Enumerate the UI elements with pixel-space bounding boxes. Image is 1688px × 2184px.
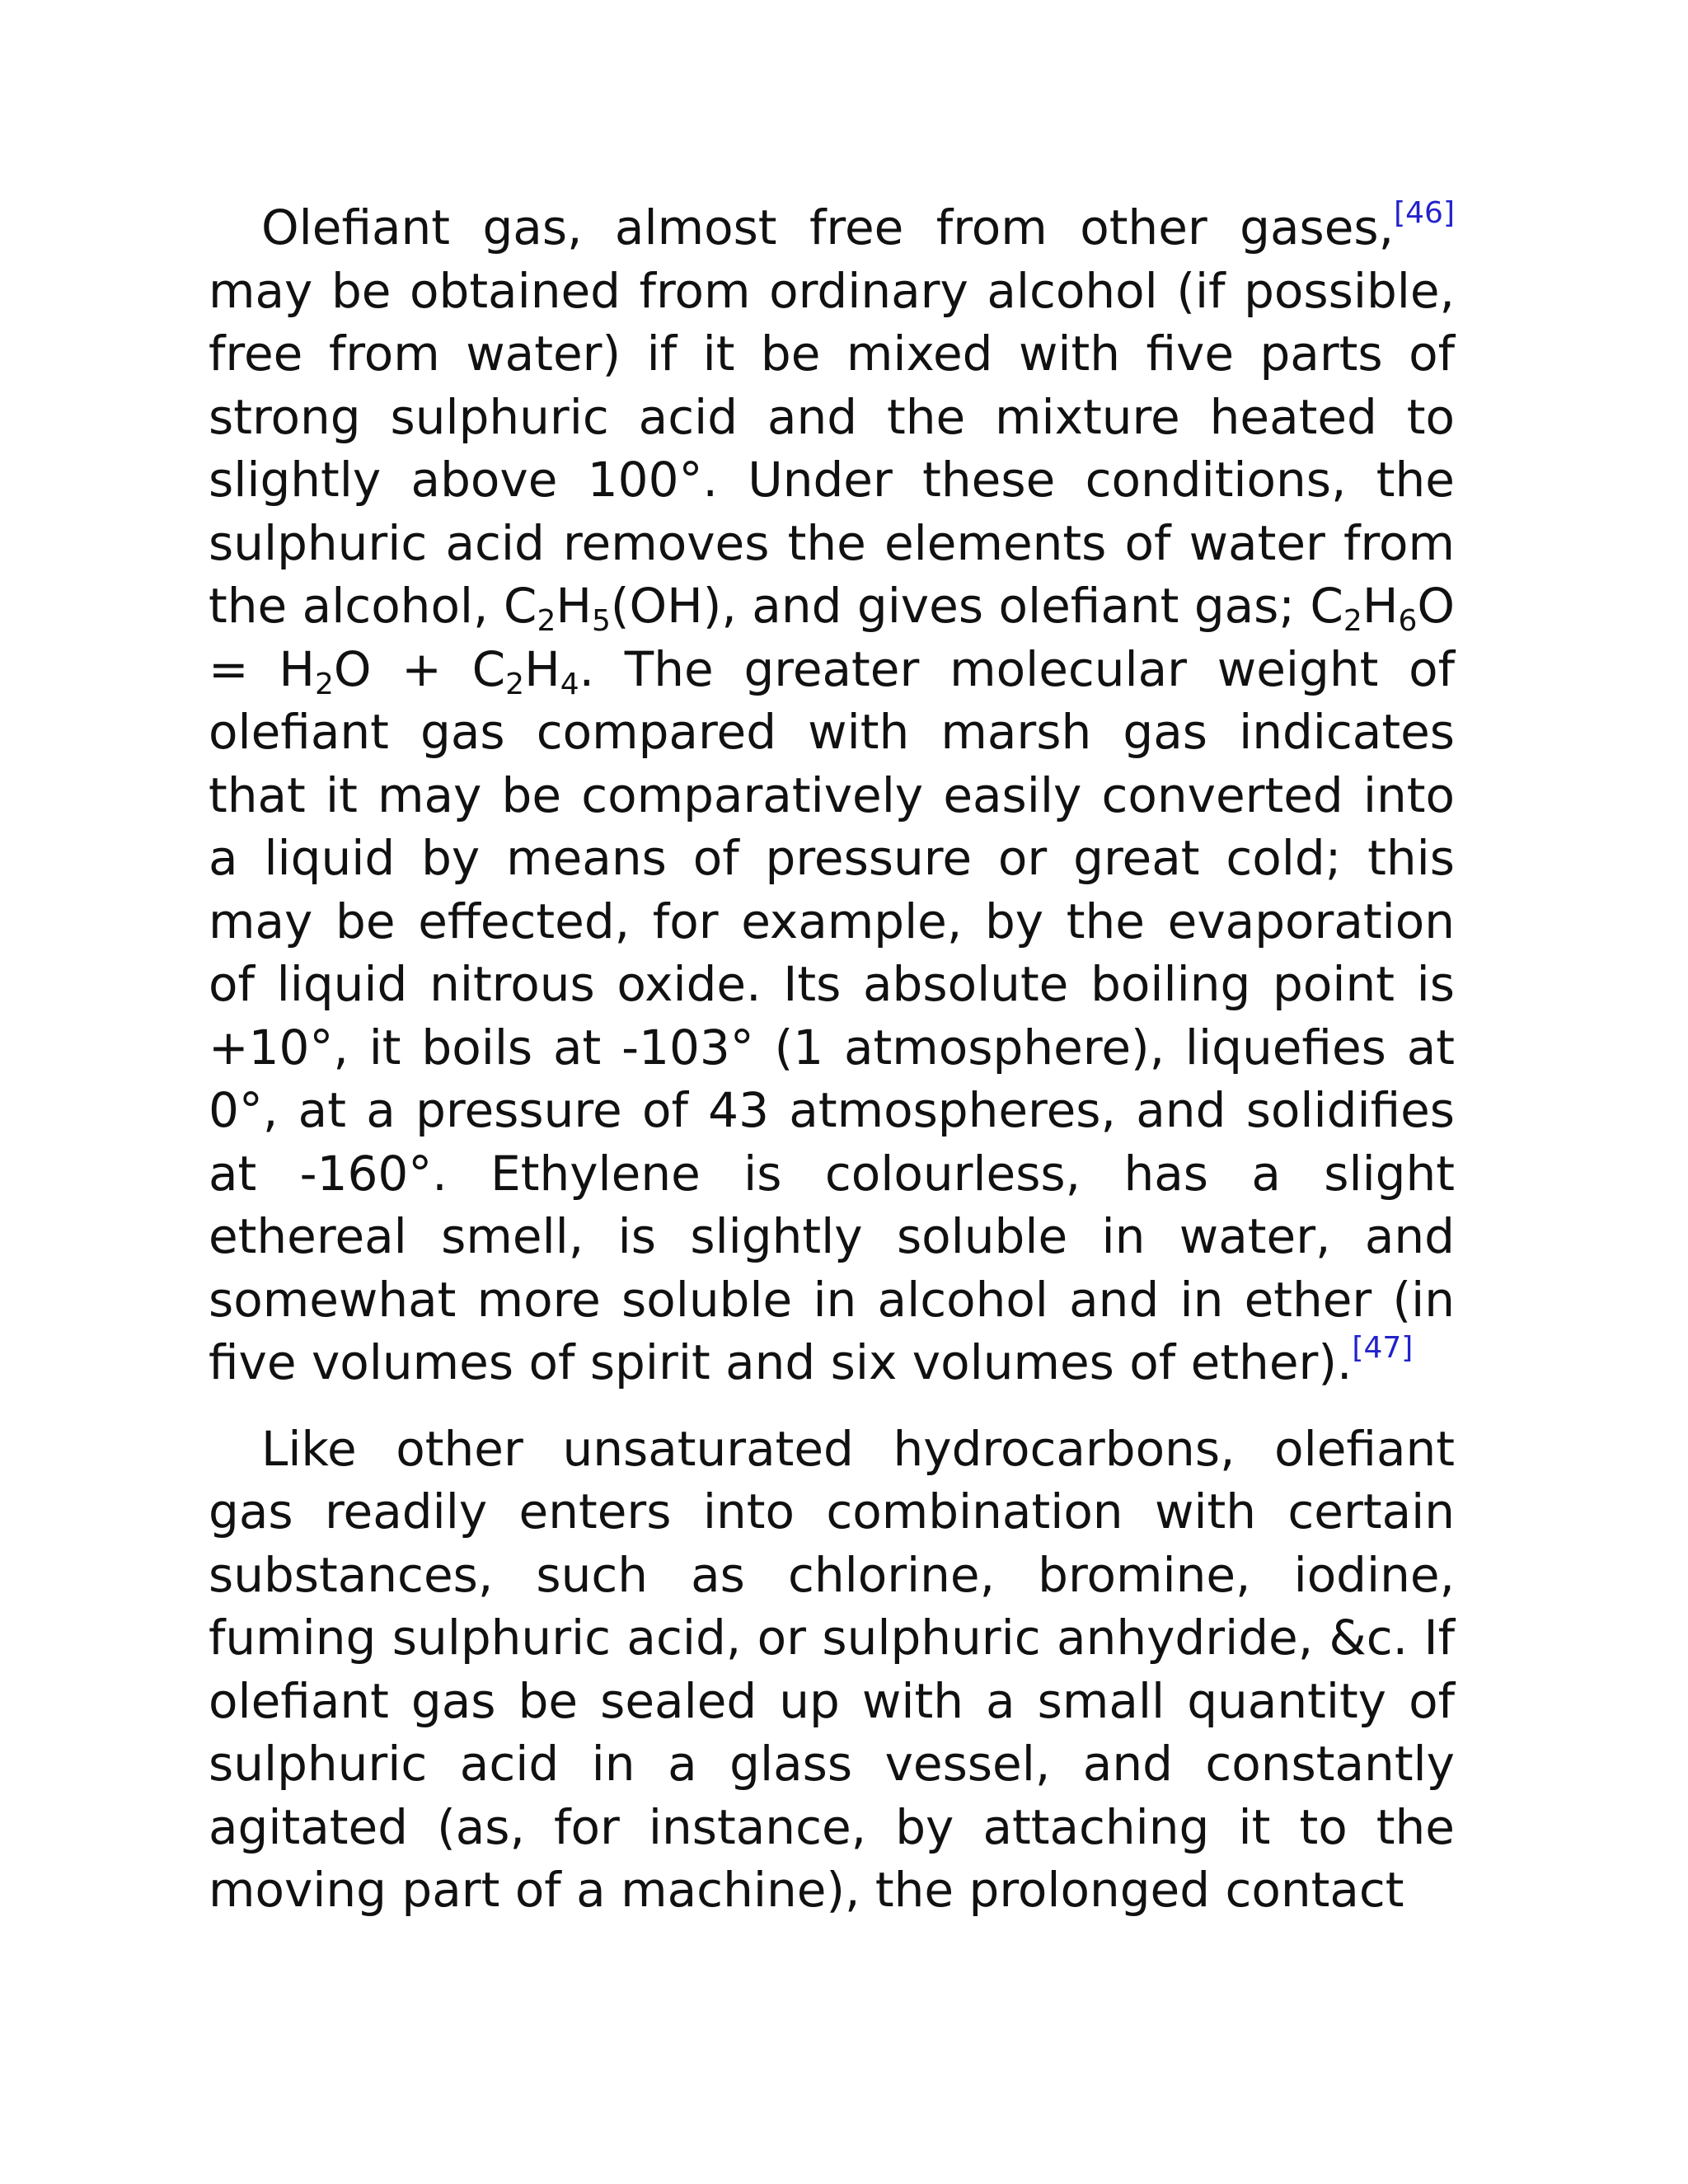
paragraph-unsaturated-hydrocarbons: Like other unsaturated hydrocarbons, olefiant gas readily enters into combination with certain substances, such as chlorine, bromine, iodine, fuming sulphuric acid, or sulphuric anhydride, &c. If olefiant gas be sealed up with a small quantity of sulphuric acid in a glass vessel, and constantly agitated (as, for instance, by attaching it to the moving part of a machine), the prolonged contact (209, 1420, 1455, 1918)
text-run: O + C (333, 640, 506, 697)
text-run: H (1362, 578, 1399, 634)
subscript: 2 (1343, 604, 1362, 638)
footnote-link-46[interactable]: [46] (1394, 196, 1455, 230)
text-run: H (524, 640, 560, 697)
subscript: 4 (560, 667, 579, 701)
subscript: 6 (1398, 604, 1418, 638)
footnote-link-47[interactable]: [47] (1352, 1331, 1414, 1365)
text-run: H (556, 578, 592, 634)
subscript: 5 (591, 604, 611, 638)
text-run: (OH), and gives olefiant gas; C (610, 578, 1343, 634)
text-run: may be obtained from ordinary alcohol (if possible, free from water) if it be mixed with five parts of strong sulphuric acid and the mixture heated to slightly above 100°. Under these conditions, the sulphuric acid removes the elements of water from the alcohol, C (209, 262, 1455, 634)
subscript: 2 (314, 667, 334, 701)
text-run: Olefiant gas, almost free from other gases, (261, 199, 1395, 255)
text-run: . The greater molecular weight of olefiant gas compared with marsh gas indicates that it may be comparatively easily converted into a liquid by means of pressure or great cold; this may be effected, for example, by the evaporation of liquid nitrous oxide. Its absolute boiling point is +10°, it boils at -103° (1 atmosphere), liquefies at 0°, at a pressure of 43 atmospheres, and solidifies at -160°. Ethylene is colourless, has a slight ethereal smell, is slightly soluble in water, and somewhat more soluble in alcohol and in ether (in five volumes of spirit and six volumes of ether). (209, 640, 1456, 1390)
text-run: O = H (209, 578, 1455, 697)
footnote-ref-46[interactable] (1394, 196, 1455, 230)
paragraph-olefiant-gas-preparation (209, 196, 1455, 1394)
subscript: 2 (537, 604, 556, 638)
subscript: 2 (505, 667, 525, 701)
footnote-ref-47[interactable] (1352, 1331, 1413, 1365)
document-page (209, 196, 1455, 1922)
